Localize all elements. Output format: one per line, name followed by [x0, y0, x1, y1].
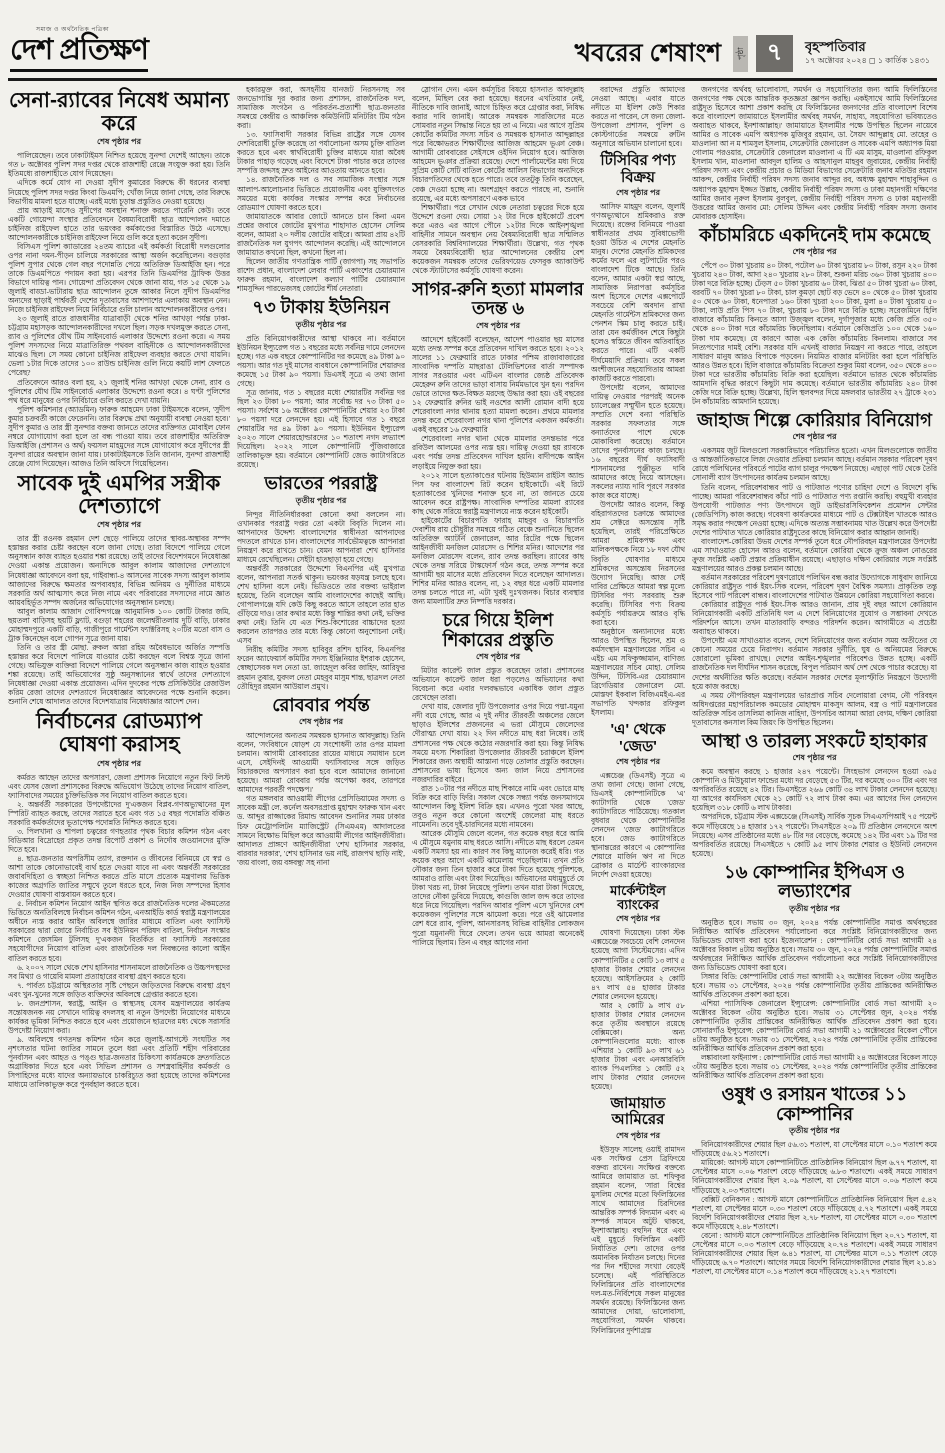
article-paragraph: সূত্র জানায়, গত ১ বছরের মধ্যে শেয়ারটির সর্বনিম্ন দর ছিল ২৩ টাকা ৮০ পয়সা; আর সর্বোচ্চ দর ৭৩ টাকা ৫০ পয়সা। সর্বশেষ ১৬ অক্টোবর কোম্পানিটির শেয়ার ২৩ টাকা ৮০ পয়সা দরে লেনদেন হয়। এই হিসাবে গত ১ বছরে শেয়ারটির দর ৪৯ টাকা ৯০ পয়সা। ইউনিয়ন ইন্স্যুরেন্স ২০২৩ সালে শেয়ারহোল্ডারদের ১০ শতাংশ নগদ লভ্যাংশ দিয়েছিল। ২০২২ সালে কোম্পানিটি পুঁজিবাজারে তালিকাভুক্ত হয়। বর্তমানে কোম্পানিটি জেড ক্যাটাগরিতে রয়েছে।: [237, 387, 405, 470]
article-headline: চরে গিয়ে ইলিশ শিকারের প্রস্তুতি: [442, 610, 554, 650]
article-paragraph: তিনি বলেন, পরিবেশবান্ধব পাট ও পাটজাত পণ্যের চাহিদা দেশে ও বিদেশে বৃদ্ধি পাচ্ছে। আমরা পরিবেশবান্ধব কাঁচা পাট ও পাটজাত পণ্য রপ্তানি করছি। বহুমুখী ব্যবহার উপযোগী পাটজাত পণ্য উৎপাদনে জুট ডাইভারসিফিকেশন প্রমোশন সেন্টার (জেডিপিসি) কাজ করছে। গবেষণা কার্যক্রমের মাধ্যমে পাট ও টেক্সটাইল খাতকে আরও সমৃদ্ধ করার পদক্ষেপ নেওয়া হচ্ছে। এদিকে অত্যন্ত সম্ভাবনাময় খাত উল্লেখ করে উপদেষ্টা দেশের পাটখাত খাতে কোরিয়ার রাষ্ট্রদূতের কাছে বিনিয়োগ করার আহ্বান জানাই।: [692, 482, 937, 537]
article-headline: ভারতের পররাষ্ট্র: [264, 473, 378, 494]
article: [237, 696, 405, 867]
article-paragraph: উপদেষ্টা বলেন, আমাদের দায়িত্ব নেওয়ার পরপরই অনেক চ্যালেঞ্জের সম্মুখীন হতে হয়েছে। সম্প্রতি দেশে বন্যা পরিস্থিতি সরকার সফলতার সঙ্গে বন্যার্তদের পাশে থেকে মোকাবিলা করেছে। বর্তমানে তাদের পুনর্বাসনের কাজ চলছে। ১৬ বছরের দীর্ঘ ফ্যাসিবাদী শাসনামলের পুঞ্জীভূত দাবি আমাদের কাছে নিয়ে আসছেন। সকলের ন্যায্য দাবি পূরণে সরকার কাজ করে যাচ্ছে।: [591, 382, 685, 501]
article-paragraph: ১৩. ফ্যাসিবাদী সরকার বিভিন্ন রাষ্ট্রের সঙ্গে যেসব দেশবিরোধী চুক্তি করেছে তা পর্যালোচনা অসম চুক্তি বাতিল করতে হবে এবং স্বার্থবিরোধী চুক্তির মাধ্যমে যারা অবৈধ টাকার পাহাড় গড়েছে এবং বিদেশে টাকা পাচার করে তাদের সম্পত্তি জব্দসহ দ্রুত আইনের আওতায় আনতে হবে।: [237, 130, 405, 176]
page-number: ৭: [756, 35, 793, 72]
article-paragraph: পেঁপে ৩০ টাকা খুচরায় ৪০ টাকা, পটোল ৬০ টাকা খুচরায় ৮০ টাকা, রসুন ২২০ টাকা খুচরায় ২৪০ টাকা, আদা ২৪০ খুচরায় ২৮০ টাকা, শুকনা মরিচ ৩৬০ টাকা খুচরায় ৪০০ টাকা দরে বিক্রি হচ্ছে। ঢেঁড়স ৫০ টাকা খুচরায় ৬০ টাকা, ঝিঙা ৫০ টাকা খুচরা ৬০ টাকা, বরবটি ৭০ টাকা খুচরা ৮০ টাকা, চাল কুমড়া ছোট বড় ভেদে ৪০ থেকে ৫০ টাকা খুচরায় ৫০ থেকে ৬০ টাকা, ধনেপাতা ১৬০ টাকা খুচরা ২০০ টাকা, মুলা ৪০ টাকা খুচরায় ৫০ টাকা, লাউ প্রতি পিস ৭০ টাকা, খুচরায় ৮০ টাকা দরে বিক্রি হচ্ছে। সরেজমিনে হিলি বাজারে কাঁচামরিচ কিনতে আসা উজ্জ্বল বলেন, দুর্গাপূজার মধ্যে কেজি প্রতি ৩৫০ থেকে ৪০০ টাকা দরে কাঁচামরিচ কিনেছিলাম। বর্তমানে কেজিপ্রতি ১০০ থেকে ১৬০ টাকা দাম কমেছে। যে কারণে আজ এক কেজি কাঁচামরিচ কিনলাম। বাজারে সব নিত্যপণ্যের দামই বেশি। সরকার যদি এখনই বাজার নিয়ন্ত্রণ না করতে পারে, তাহলে সাধারণ মানুষ আরও বিপাকে পড়বেন। নিয়মিত বাজার মনিটরিং করা হলে পরিস্থিতি আরও উন্নত হবে। হিলি বাজারে কাঁচামরিচ বিক্রেতা শুকুর মিয়া বলেন, ৩৫০ থেকে ৪০০ টাকা দরে ভারতীয় কাঁচামরিচ বিক্রি করা হয়েছিল। বর্তমানে ভারত থেকে কাঁচামরিচ আমদানি বৃদ্ধির কারণে কিছুটা দাম কমেছে। বর্তমানে ভারতীয় কাঁচামরিচ ২৪০ টাকা কেজি দরে বিক্রি হচ্ছে। উল্লেখ্য, হিলি স্থলবন্দর দিয়ে মঙ্গলবার ভারতীয় ২৭ ট্রাকে ২৩১ টন কাঁচামরিচ আমদানি হয়েছে।: [692, 261, 937, 406]
article: [591, 153, 685, 717]
newspaper-column: [591, 85, 685, 1447]
newspaper-column: [237, 85, 405, 1447]
article: [8, 473, 230, 706]
article: [237, 298, 405, 469]
article-paragraph: ২০১২ সালে হত্যাকাণ্ডের ঘটনায় হিউম্যান রাইটস অ্যান্ড পিস ফর বাংলাদেশ রিট করেন হাইকোর্টে। এই রিটে হত্যাকাণ্ডের খুনিদের শনাক্ত হবে না, তা জানতে চেয়ে আবেদন করে রাষ্ট্রপক্ষ। সাংবাদিক দম্পতির মামলা র‍্যাবের কাছ থেকে সরিয়ে স্বরাষ্ট্র মন্ত্রণালয়ে ন্যস্ত করেন হাইকোর্ট।: [412, 470, 584, 516]
article-paragraph: আবুল কালাম আজাদ গোবিন্দগঞ্জে আনুমানিক ১০০ কোটি টাকার জমি, ছয়তলা বাড়িসহ ছয়টি ফ্ল্যাট, বগুড়া শহরের জলেশ্বরীতলায় দুটি বাড়ি, ঢাকার মোহাম্মদপুরে একটি বাড়ি, গাজীপুরে গার্মেন্টস ফ্যাক্টরিসহ ২০টির মতো বাস ও ট্রাক কিনেছেন বলে গোপন সূত্রে জানা যায়।: [8, 606, 230, 643]
article-paragraph: প্রতিবেদনে আরও বলা হয়, ২১ জুলাই শনির আখড়া থেকে সেনা, র‍্যাব ও পুলিশের যৌথ টিম সাইনবোর্ড এলাকার উদ্দেশ্যে রওনা করে। ৪ ঘণ্টা পুলিশের পথ ধরে মানুষের ওপর নির্বিচারে গুলি করতে দেখা যায়নি।: [8, 377, 230, 405]
article-paragraph: গত মঙ্গলবার আওয়ামী লীগের প্রেসিডিয়ামের সদস্য ও সাবেক মন্ত্রী লে. কর্নেল অবসরপ্রাপ্ত মুহাম্মদ ফারুক খান এবং ড. আব্দুর রাজ্জাকের রিমান্ড আবেদন শুনানির সময় ঢাকার চিফ মেট্রোপলিটন ম্যাজিস্ট্রেট (সিএমএম) আদালতের সামনে বিক্ষোভ মিছিল করে আওয়ামী লীগের আইনজীবীরা। আদালত প্রাঙ্গণে আইনজীবীরা 'শেখ হাসিনার সরকার, বারবার দরকার', 'শেখ হাসিনার ভয় নাই, রাজপথ ছাড়ি নাই', 'জয় বাংলা, জয় বঙ্গবন্ধু' সহ নানা: [237, 794, 405, 867]
article-headline: আস্থা ও তারল্য সংকটে হাহাকার: [702, 730, 927, 751]
article-paragraph: সিঙ্গার বিডি: কোম্পানিটির বোর্ড সভা আগামী ২২ অক্টোবর বিকেল ৩টায় অনুষ্ঠিত হবে। সভায় ৩১ সেপ্টেম্বর, ২০২৪ পর্যন্ত কোম্পানিটির তৃতীয় প্রান্তিকের অনিরীক্ষিত আর্থিক প্রতিবেদন প্রকাশ করা হবে।: [692, 971, 937, 999]
article-paragraph: ৪. ছাত্র-জনতার অপরিসীম ত্যাগ, রক্তদান ও জীবনের বিনিময়ে যে স্বপ্ন ও আশা তাকে কোনোভাবেই ব্যর্থ হতে দেওয়া যাবে না এবং অন্তর্বর্তী সরকারের জবাবদিহিতা ও স্বচ্ছতা নিশ্চিত করতে প্রতি মাসে প্রত্যেক মন্ত্রণালয় ভিত্তিক কাজের অগ্রগতি জাতির সম্মুখে তুলে ধরতে হবে, নিজ নিজ সম্পদের হিসাব দেওয়ার ঘোষণা বাস্তবায়ন করতে হবে।: [8, 853, 230, 900]
section-title: খবরের শেষাংশ: [574, 39, 721, 67]
continuation-note: তৃতীয় পৃষ্ঠার পর: [295, 495, 347, 505]
article-paragraph: বাংলাদেশ-কোরিয়া উভয় দেশের সম্পর্ক তুলে ধরে নৌপরিবহন মন্ত্রণালয়ের উপদেষ্টা এম সাখাওয়াত হোসেন আরও বলেন, বর্তমানে কোরিয়া থেকে ক্রুজ অঞ্চল নোঙরের ক্রুজ সংশ্লিষ্ট একটি প্রস্তাব প্রক্রিয়াধীন রয়েছে। এছাড়াও দক্ষিণ কোরিয়ার সঙ্গে সংশ্লিষ্ট মন্ত্রণালয়ের আরও প্রকল্প চলমান আছে।: [692, 536, 937, 573]
article: [237, 85, 405, 293]
article-headline: সাগর-রুনি হত্যা মামলার তদন্ত ৬: [412, 278, 584, 319]
newspaper-logo: [10, 24, 148, 72]
continuation-note: শেষ পৃষ্ঠার পর: [792, 247, 837, 257]
article-headline: ওষুধ ও রসায়ন খাতের ১১ কোম্পানির: [721, 1084, 908, 1124]
article-paragraph: বর্তমান সরকারের পরিবেশ দূষণরোধে পলিথিন বন্ধ করার উদ্যোগকে সাধুবাদ জানিয়ে কোরিয়ার রাষ্ট্রদূত পার্ক ইয়ং-সিক বলেন, পরিবেশ দূষণ বৈশ্বিক সমস্যা। প্রাকৃতিক তন্তু হিসেবে পাট পরিবেশ বান্ধব। বাংলাদেশের পাটখাত উন্নয়নে কোরিয়া সহযোগিতা করবে।: [692, 572, 937, 601]
continuation-note: শেষ পৃষ্ঠার পর: [96, 520, 142, 530]
continuation-note: তৃতীয় পৃষ্ঠার পর: [789, 903, 840, 913]
masthead: [0, 0, 945, 76]
article-paragraph: আন্দোলনের অন্যতম সমন্বয়ক হাসনাত আবদুল্লাহ। তিনি বলেন, 'সংবিধানে ষোড়শ যে সংশোধনী তার ওপর মামলা চলমান। আগামী রোববারের রায়ের মাধ্যমে সমাধান চলে এসে, সেইদিনই আওয়ামী ফ্যাসিবাদের সঙ্গে জড়িত বিচারকদের অপসারণ করা হবে বলে আমাদের জানানো হয়েছে। আমরা রোববার পর্যন্ত অপেক্ষা করব, তারপরে আমাদের পরবর্তী পদক্ষেপ।': [237, 731, 405, 795]
article-paragraph: ইউসুফ সালেহ ওয়াই রামাদন এক সংক্ষিপ্ত প্রেস ব্রিফিংয়ে বক্তব্য রাখেন। সংক্ষিপ্ত বক্তব্যে আমিরে জামায়াত ডা. শফিকুর রহমান বলেন, 'সারা বিশ্বের মুসলিম দেশের মতো ফিলিস্তিনের সাথে আমাদের চিরদিনের আন্তরিক সম্পর্ক বিদ্যমান এবং এ সম্পর্ক সামনে অটুট থাকবে, ইনশাআল্লাহ। বহুদিন ধরে এবং এই মুহূর্তে ফিলিস্তিন একটি নির্যাতিত দেশ। তাদের ওপর অমানবিক নির্যাতন চলছে। দিনের পর দিন শহীদের সংখ্যা বেড়েই চলেছে। এই পরিস্থিতিতে ফিলিস্তিনের প্রতি বাংলাদেশের দল-মত-নির্বিশেষে সকল মানুষের সমর্থন রয়েছে। ফিলিস্তিনের জন্য আমাদের দোয়া, ভালোবাসা, সহযোগিতা, সমর্থন থাকবে। ফিলিস্তিনের দুর্দশাগ্রস্ত: [591, 1144, 685, 1335]
article: [692, 732, 937, 858]
article-headline: 'এ' থেকে 'জেড': [610, 721, 666, 755]
article-paragraph: ৮. জনপ্রশাসন, স্বরাষ্ট্র, আইন ও স্বাস্থ্যসহ যেসব মন্ত্রণালয়ের কার্যক্রম সন্তোষজনক নয় সেখানে দায়িত্ব বদলসহ বা নতুন উপদেষ্টা নিয়োগের মাধ্যমে কার্যকর ভূমিকা নিশ্চিত করতে হবে এবং প্রয়োজনে ছাত্রদের মধ্য থেকে সরাসরি উপদেষ্টা নিয়োগ করা।: [8, 998, 230, 1035]
article-headline: ১৬ কোম্পানির ইপিএস ও লভ্যাংশের: [724, 861, 905, 902]
article-paragraph: এশিয়া প্যাসিফিক জেনারেল ইন্স্যুরেন্স: কোম্পানিটির বোর্ড সভা আগামী ২০ অক্টোবর বিকেল ৩টায় অনুষ্ঠিত হবে। সভায় ৩১ সেপ্টেম্বর জুন, ২০২৪ পর্যন্ত কোম্পানিটির তৃতীয় প্রান্তিকের অনিরীক্ষিত আর্থিক প্রতিবেদন প্রকাশ করা হবে। সোনারগাঁও ইন্স্যুরেন্স: কোম্পানিটির বোর্ড সভা আগামী ২১ অক্টোবরের বিকেল পৌনে ৪টায় অনুষ্ঠিত হবে। সভায় ৩১ সেপ্টেম্বর, ২০২৪ পর্যন্ত কোম্পানিটির তৃতীয় প্রান্তিকের অনিরীক্ষিত আর্থিক প্রতিবেদন প্রকাশ করা হবে।: [692, 998, 937, 1054]
article-paragraph: ৫. নির্বাচন কমিশন নিয়োগ আইন স্থগিত করে রাজনৈতিক দলের ঐকমত্যের ভিত্তিতে অনতিবিলম্বে নির্বাচন কমিশন গঠন, এনআইডি কার্ড স্বরাষ্ট্র মন্ত্রণালয়ের অধীনে ন্যস্ত করার আইন অবিলম্বে জারির মাধ্যমে বাতিল এবং ফ্যাসিস্ট সরকারের দ্বারা জোরে নির্বাচিত সব ইউনিয়ন পরিষদ বাতিল, নির্বাচন সংস্কার কমিশনে জেসমিন টুলিসহ দু'একজন বিতর্কিত বা ফ্যাসিস্ট সরকারের সহযোগীদের নিয়োগ বাতিল এবং রাজনৈতিক দল নিবন্ধনের কালো আইন বাতিল করতে হবে।: [8, 899, 230, 963]
article: [692, 411, 937, 727]
article-paragraph: মিটার কারেন্ট জাল প্রস্তুত করেছেন তারা। প্রশাসনের অভিযানে কারেন্ট জাল ধরা পড়লেও অভিযানের কথা বিবেচনা করে এবার দলবদ্ধভাবে একাধিক জাল প্রস্তুত রেখেছেন তারা।: [412, 666, 584, 703]
article-paragraph: আর ২ কোটি ৯ লাখ ৫৮ হাজার টাকার শেয়ার লেনদেন করে তৃতীয় অবস্থানে রয়েছে বেক্সিমকো। অন্য কোম্পানিগুলোর মধ্যে: ব্যাংক এশিয়ার ১ কোটি ৯৩ লাখ ৬১ হাজার টাকা এবং এনআরবিসি ব্যাংক পিএলসির ১ কোটি ৫২ লাখ টাকার শেয়ার লেনদেন হয়েছে।: [591, 1000, 685, 1092]
article-paragraph: ২. অন্তর্বর্তী সরকারের উপদেষ্টাদের দু'একজন বিপ্লব-গণঅভ্যুত্থানের মূল স্পিরিট ব্যাহত করছে, তাদের সরাতে হবে এবং গত ১৫ বছর পদোন্নতি বঞ্চিত সরকারি কর্মকর্তাদের ভূতাপেক্ষ পদোন্নতি নিশ্চিত করতে হবে।: [8, 799, 230, 827]
continuation-note: শেষ পৃষ্ঠার পর: [792, 432, 837, 442]
article-paragraph: স্লোগান দেন। এমন কর্মসূচির বিষয়ে হাসনাত আবদুল্লাহ বলেন, মিছিল বের করা হয়েছে। ধরনের এখতিয়ার নেই, নীতিকে দাবি জানাই, আগে চিহ্নিত করে গ্রেপ্তার করা, নিষিদ্ধ করার দাবি জানাই। আরেক সমন্বয়ক সারজিসের মতে সোমবার নতুন সিদ্ধান্ত নিতে হয় তা এ নিয়ে। এর আগে সুপ্রিম কোর্টের কমিটির সদস্য সচিব ও সমন্বয়ক হাসনাত আব্দুল্লাহর পরে বিক্ষোভরত শিক্ষার্থীদের আজিজ আহমেদ ভূঞা বেঞ্চ। আগামী রোববারের সেইসঙ্গে ওইদিন নিয়োগ হবে। আজিজ আহমেদ ভূঞার প্রক্রিয়া রয়েছে। দেশে পার্লামেন্টের মধ্য দিয়ে সুপ্রিম কোর্ট সেটি বাতিল কোর্টের আলিস বিভাগের অন্যদিকে বিচারপতিদের থেকে হতে পারে। তবে ততটুকু তিনি করেছেন, বেঞ্চ দেওয়া হচ্ছে না। অংশগ্রহণ করতে পারছে না, শুনানি রয়েছে, এর মধ্যে অপসারণে একক ভাবে: [412, 85, 584, 203]
continuation-note: শেষ পৃষ্ঠার পর: [615, 914, 661, 924]
continuation-note: তৃতীয় পৃষ্ঠার পর: [295, 319, 347, 329]
continuation-note: শেষ পৃষ্ঠার পর: [475, 652, 521, 662]
page-word-box: পৃষ্ঠা: [733, 36, 748, 72]
continuation-note: শেষ পৃষ্ঠার পর: [792, 753, 837, 763]
article-paragraph: মায়িকো: আগস্ট মাসে কোম্পানিটিতে প্রাতিষ্ঠানিক বিনিয়োগ ছিল ৬.৭৭ শতাংশ, যা সেপ্টেম্বর মাসে ০.০৬ শতাংশ বেড়ে দাঁড়িয়েছে ৬.৮৩ শতাংশে। একই সময়ে সাধারণ বিনিয়োগকারীদের শেয়ার ছিল ২.০৯ শতাংশ, যা সেপ্টেম্বর মাসে ০.০৬ শতাংশ কমে দাঁড়িয়েছে ২.০৩ শতাংশে।: [692, 1158, 937, 1195]
article-paragraph: শিক্ষার্থীরা। পরে সেখান থেকে নেতারা চত্বরের দিকে হয়ে উদ্দেশে রওনা দেয়। সোয়া ১২ টার দিকে হাইকোর্টে প্রবেশ করে এরও এর আগে পৌনে ১২টার দিকে আইনশৃঙ্খলা বাহিনীর সামনে অবস্থান নেয় বৈষম্যবিরোধী ছাত্র সম্মিলিত বেসরকারি বিশ্ববিদ্যালয়ের শিক্ষার্থীরা। উল্লেখ্য, গত পৃথক সময়ে বৈষম্যবিরোধী ছাত্র আন্দোলনের কেন্দ্রীয় বেশ কয়েকজন সমন্বয়ক তাদের ভেরিফায়েড ফেসবুক অ্যাকাউন্ট থেকে স্ট্যাটাসের কর্মসূচি ঘোষণা করেন।: [412, 202, 584, 275]
article-headline: নির্বাচনের রোডম্যাপ ঘোষণা করাসহ: [36, 710, 202, 756]
article-headline: জাহাজ শিল্পে কোরিয়ার বিনিয়োগ: [697, 409, 932, 430]
article-paragraph: আরেক মৌসুমি জেলে বলেন, গত কয়েক বছর ধরে আমি এ মৌসুমে যমুনায় মাছ ধরতে আসি। নদীতে মাছ ধরলে তেমন একটি সমস্যা হয় না। কারণ সব কিছু ম্যানেজ করেই ধরি। গত কয়েক বছর আগে একটি ঝামেলায় পড়েছিলাম। তখন প্রতি নৌকার জন্য তিন হাজার করে টাকা দিতে হয়েছে পুলিশকে, আমরাও রাজি এবং টাকা দিয়েছিও। অভিযানের মধ্যমুহূর্তে যে টাকা খরচ না, টাকা নিয়েছে পুলিশ। তখন যারা টাকা দিয়েছে, তাদের নৌকা ডুবিয়ে দিয়েছে, কাগুজি জাল জব্দ করে তাদের ধরে নিয়ে গিয়েছিল। পরদিন আবার পুলিশ এসে খুনিদের বেশ কয়েকজন পুলিশের সঙ্গে ঝামেলা করে। পরে ওই ঝামেলার রেশ ধরে র‍্যাব, পুলিশ, আনসারসহ বিভিন্ন বাহিনীর লোকজন পুরো যমুনানদী ঘিরে ফেলে। তখন ভয়ে আমরা অনেকেই পালিয়ে ছিলাম। তিন এ বছর আগের নানা: [412, 828, 584, 947]
logo-title: দেশ প্রতিক্ষণ: [10, 36, 148, 72]
date-block: [801, 39, 935, 68]
continuation-note: শেষ পৃষ্ঠার পর: [475, 320, 521, 330]
newspaper-column: [692, 85, 937, 1447]
article: [692, 226, 937, 406]
article-headline: রোববার পর্যন্ত: [272, 694, 370, 715]
article-paragraph: অপরদিকে, চট্টগ্রাম স্টক এক্সচেঞ্জে (সিএসই) সার্বিক সূচক সিএএসপিআই ৭৫ পয়েন্ট কমে দাঁড়িয়েছে ১৪ হাজার ১৭২ পয়েন্টে। সিএসইতে ২০৯ টি প্রতিষ্ঠান লেনদেনে অংশ নিয়েছে। এসব প্রতিষ্ঠানের মধ্যে ৪৮ টির দর বেড়েছে, কমেছে ১৪২ টির এবং ১৯ টির দর অপরিবর্তিত রয়েছে। সিএসইতে ৭ কোটি ৯৫ লাখ টাকার শেয়ার ও ইউনিট লেনদেন হয়েছে।: [692, 812, 937, 858]
article-headline: জামায়াত আমিরের: [610, 1095, 666, 1129]
article-paragraph: বেক্সিট বেনিকসন : আগস্ট মাসে কোম্পানিটিতে প্রাতিষ্ঠানিক বিনিয়োগ ছিল ৫.৪২ শতাংশ, যা সেপ্টেম্বর মাসে ০.৩০ শতাংশ বেড়ে দাঁড়িয়েছে ৫.৭২ শতাংশে। একই সময়ে বিদেশি বিনিয়োগকারীদের শেয়ার ছিল ২.৭৮ শতাংশ, যা সেপ্টেম্বর মাসে ০.৩০ শতাংশ কমে দাঁড়িয়েছে ২.৪৮ শতাংশে।: [692, 1194, 937, 1231]
article-headline: ৭৩ টাকায় ইউনিয়ন: [252, 297, 390, 318]
article-paragraph: এদিকে কর্মে যোগ না দেওয়া সুদীপ কুমারের বিরুদ্ধে কী ধরনের ব্যবস্থা নিয়েছে পুলিশ সদর দপ্তর কিংবা ডিএমপি; খোঁজ নিয়ে জানা গেছে, তার বিরুদ্ধে বিভাগীয় মামলা হতে যাচ্ছে। এরই মধ্যে চূড়ান্ত প্রস্তুতিও নেওয়া হয়েছে।: [8, 178, 230, 206]
article-paragraph: উপদেষ্টা আরও বলেন, কিন্তু বহিরাগতদের চক্রান্তে আমাদের শ্রম সেক্টরে অসন্তোষ সৃষ্টি হয়েছিল, তারই পরিপ্রেক্ষিতে আমরা শ্রমিকপক্ষ এবং মালিকপক্ষকে নিয়ে ১৮ দফা যৌথ বিবৃতি ঘোষণার মাধ্যমে শ্রমিকদের অসন্তোষ নিরসনের উদ্যোগ নিয়েছি। আজ সেই দাবির প্রেক্ষিতে আমরা স্বল্প মূল্যে টিসিবির পণ্য সরবরাহ শুরু করেছি। টিসিবির পণ্য বিক্রয় কর্মসূচি পর্যায়ক্রমে আরও বৃদ্ধি করা হবে।: [591, 500, 685, 627]
article-paragraph: তার স্ত্রী রওনক রহমান দেশ ছেড়ে পালিয়ে তাদের স্থাবর-অস্থাবর সম্পদ হস্তান্তর করার চেষ্টা করছেন বলে জানা গেছে। তারা বিদেশে পালিয়ে গেলে অনুসন্ধান কাজ ব্যাহত হওয়ার শঙ্কা রয়েছে। তাই তাদের বিদেশগমনে নিষেধাজ্ঞা দেওয়া একান্ত প্রয়োজন। অন্যদিকে আবুল কালাম আজাদের দেশত্যাগে নিষেধাজ্ঞা আবেদনে বলা হয়, গাইবান্ধা-৪ আসনের সাবেক সদস্য আবুল কালাম আজাদের বিরুদ্ধে ক্ষমতার অপব্যবহার, বিভিন্ন অনিয়ম ও দুর্নীতির মাধ্যমে সরকারি অর্থ আত্মসাৎ করে নিজ নামে এবং পরিবারের সদস্যদের নামে জ্ঞাত আয়বহির্ভূত সম্পদ অর্জনের অভিযোগের অনুসন্ধান চলছে।: [8, 534, 230, 607]
article-paragraph: আসিফ মাহমুদ বলেন, জুলাই গণঅভ্যুত্থানে শ্রমিকরাও রক্ত দিয়েছে। রক্তের বিনিময়ে পাওয়া স্বাধীনতার প্রথম সুবিধাভোগী হওয়া উচিত এ দেশের মেহনতি মানুষ। দেশের মেহনতি শ্রমিকদের কর্মের ফলে এর লুটপাটের পরও বাংলাদেশ টিকে আছে। তিনি বলেন, আমার একটা স্বপ্ন আছে, সামাজিক নিরাপত্তা কর্মসূচির অংশ হিসেবে দেশের এক্সপোর্টে সবচেয়ে বেশি অবদান রাখা মেহনতি গার্মেন্টস শ্রমিকদের জন্য পেনশন স্কিম চালু করতে চাই। তারা যেন কর্মজীবন শেষে কিছুটা হলেও স্বস্তিতে জীবন অতিবাহিত করতে পারে। এটি একটি দীর্ঘমেয়াদি প্রক্রিয়া। তবে সকল অংশীজনের সহযোগিতায় আমরা কাজটি করতে পারবো।: [591, 201, 685, 383]
article-paragraph: প্রায় আড়াই মাসেও সুদীপের অবস্থান শনাক্ত করতে পারেনি কেউ। তবে একটি গোয়েন্দা সংস্থার প্রতিবেদনে বৈষম্যবিরোধী ছাত্র আন্দোলন দমাতে চাইনিজ রাইফেল হাতে তার ভয়ংকর কর্মকাণ্ডের বিস্তারিত উঠে এসেছে। আন্দোলনকারীকে চাইনিজ রাইফেল নিয়ে গুলি করে হত্যা করেন সুদীপ।: [8, 205, 230, 242]
article-paragraph: ২৩ জুলাই রাতে রাজধানীর যাত্রাবাড়ী থেকে শনির আখড়া পর্যন্ত ঢাকা-চট্টগ্রাম মহাসড়ক আন্দোলনকারীদের দখলে ছিল। সড়ক দখলমুক্ত করতে সেনা, র‍্যাব ও পুলিশের যৌথ টিম সাইনবোর্ড এলাকার উদ্দেশ্যে রওনা করে। এ সময় পুলিশ সদস্যদের নিয়ে মাত্রাতিরিক্ত পথবল বাহিনীকে ও আন্দোলনকারীদের মাঝেও ছিল। সে সময় কোনো চাইনিজ রাইফেল ব্যবহার করতে দেখা যায়নি। ভেলা ১টার দিকে তাদের ১০০ রাউন্ড চাইনিজ গুলি নিয়ে কয়টি লাশ ফেলতে পেরেছ?: [8, 314, 230, 378]
article: [412, 611, 584, 946]
masthead-right: [575, 35, 935, 72]
continuation-note: শেষ পৃষ্ঠার পর: [615, 756, 661, 766]
article: [8, 711, 230, 1089]
article-paragraph: বরাদ্দের প্রস্তুতি আমাদের নেওয়া আছে। এবার যাতে নদীতে মা ইলিশ কেউ শিকার করতে না পারেন, সে জন্য জেলা-উপজেলা প্রশাসন, পুলিশ ও কোস্টগার্ডের সমন্বয়ে রুটিন অনুসারে অভিযান চালানো হবে।: [591, 85, 685, 149]
newspaper-column: [412, 85, 584, 1447]
article: [692, 1085, 937, 1276]
article-paragraph: ৭. পার্বত্য চট্টগ্রামে অস্থিরতার সৃষ্টি পেছনে জড়িতদের বিরুদ্ধে ব্যবস্থা গ্রহণ এবং খুন-খুনের সঙ্গে জড়িত ব্যক্তিদের অবিলম্বে গ্রেপ্তার করতে হবে।: [8, 980, 230, 999]
article-headline: টিসিবির পণ্য বিক্রয়: [600, 152, 676, 186]
article-paragraph: ৬. ২০০৭ সালে থেকে শেখ হাসিনার শাসনামলে রাজনৈতিক ও উচ্চপদস্থদের সব মিথ্যা ও গায়েবি মামলা প্রত্যাহারের ব্যবস্থা গ্রহণ করতে হবে।: [8, 962, 230, 981]
continuation-note: শেষ পৃষ্ঠার পর: [96, 137, 142, 147]
article-headline: সেনা-র‍্যাবের নিষেধ অমান্য করে: [9, 89, 229, 135]
article-paragraph: একসময় জুট মিলগুলো সরকারিভাবে পরিচালিত হতো। এখন মিলগুলোকে জাতীয় ও আন্তর্জাতিকভাবে লিজ দেওয়ার প্রক্রিয়া চলমান আছে। বর্তমান সরকার পরিবেশ দূষণ রোধে পলিথিনের পরিবর্তে পাটের ব্যাগ চালুর পদক্ষেপ নিয়েছে। এছাড়া পাট থেকে তৈরি সোনালী ব্যাগ উৎপাদনের কার্যক্রম চলমান আছে।: [692, 446, 937, 483]
article-paragraph: হাইকোর্টের বিচারপতি ফারাহ মাহবুব ও বিচারপতি দেবাশীষ রায় চৌধুরীর সমন্বয়ে গঠিত বেঞ্চে শুনানিতে ছিলেন অতিরিক্ত অ্যাটর্নি জেনারেল, আর রিটের পক্ষে ছিলেন আইনজীবী মনজিল মোরসেদ ও শিশির মনির। আদেশের পর মনজিল মোরসেদ বলেন, র‍্যাব তদন্ত করছিল। র‍্যাবের কাছ থেকে তদন্ত সরিয়ে টাস্কফোর্স গঠন করে, তদন্ত সম্পন্ন করে আগামী ছয় মাসের মধ্যে প্রতিবেদন দিতে বলেছেন আদালত। শিশির মনির আরও বলেন, না, ১২ বছর ধরে একটি মামলার তদন্ত চলতে পারে না, এটা খুবই দুঃখজনক। বিচার ব্যবস্থার জন্য মামলাটির দ্রুত নিষ্পত্তি দরকার।: [412, 515, 584, 607]
article-paragraph: এক্সচেঞ্জ (ডিএসই) সূত্রে এ তথ্য জানা গেছে। জানা গেছে, ডিএসই কোম্পানিটিকে 'এ' ক্যাটাগরি থেকে 'জেড' ক্যাটাগরিতে পাঠিয়েছে। গতকাল বুধবার থেকে কোম্পানিটির লেনদেন 'জেড' ক্যাটাগরিতে হবে। জেড ক্যাটাগরিতে স্থানান্তরের কারণে এ কোম্পানির শেয়ারে মার্জিন ঋণ না দিতে ব্রোকার ও মার্চেন্ট ব্যাংকারদের নির্দেশ দেওয়া হয়েছে।: [591, 770, 685, 880]
article-paragraph: শেরেবাংলা নগর থানা থেকে মামলার তদন্তভার পরে রবিউল আলমের ওপর ন্যস্ত হয়। দায়িত্ব দেওয়া হয় র‍্যাবকে এবং পর্যন্ত তদন্ত প্রতিবেদন দাখিল হয়নি। বাদীপক্ষে আইন লড়াইয়ে নিযুক্ত করা হয়।: [412, 434, 584, 471]
article-paragraph: অন্তর্বর্তী সরকারের উদ্দেশ্যে বিএনপির এই মুখপাত্র বলেন, আপনারা সতর্ক থাকুন। ভয়ংকর ষড়যন্ত্র চলছে হবে। শেখ হাসিনা বসে নেই। ভিডিওতে তার বক্তব্য ভাইরাল হয়েছে, তিনি বলেছেন আমি বাংলাদেশের কাছেই আছি। গোপালগঞ্জে যদি কেউ কিছু করতে আসে তাহলে তার হাত গুঁড়িয়ে দাও। তার কথার মধ্যে কিন্তু শান্তির কথা নেই, ভক্তির কথা নেই। তিনি যে এত শিশু-কিশোরের বাচ্চাদের হত্যা করলেন তারপরও তার মধ্যে কিন্তু কোনো অনুশোচনা নেই। এসব: [237, 563, 405, 646]
article-headline: কাঁচামরিচে একদিনেই দাম কমেছে: [699, 224, 930, 245]
article: [412, 280, 584, 606]
article-paragraph: এ সময় নৌপরিবহন মন্ত্রণালয়ের ভারপ্রাপ্ত সচিব দেলোয়ারা বেগম, নৌ পরিবহন অধিদপ্তরের মহাপরিচালক কমডোর মোহাম্মদ মাকসুদ আলম, বস্ত্র ও পাট মন্ত্রণালয়ের অতিরিক্ত সচিব তাসলিমা কানিজ নাহিদা, উপসচিব আসমা আরা বেগম, দক্ষিণ কোরিয়া দূতাবাসের কনসাল কিম জিয়ং কি উপস্থিত ছিলেন।: [692, 690, 937, 727]
article-paragraph: পুলিশ কমিশনার (অ্যাডমিন) ফারুক আহমেদ ঢাকা টাইমসকে বলেন, 'সুদীপ কুমার চক্রবর্তী কাজে ফেরেননি। তার বিরুদ্ধে প্রথা অনুযায়ী ব্যবস্থা নেওয়া হবে।' সুদীপ কুমার ও তার স্ত্রী সুনন্দার বক্তব্য জানতে তাদের ব্যক্তিগত মোবাইল ফোন নম্বরে যোগাযোগ করা হলে তা বন্ধ পাওয়া যায়। তবে রাজশাহীর অতিরিক্ত ডিআইজি (প্রশাসন ও অর্থ) ফয়সল মাহমুদের সঙ্গে যোগাযোগ করে সুদীপের স্ত্রী সুনন্দা রায়ের অবস্থান জানা যায়। ঢাকাটাইমসকে তিনি জানান, সুনন্দা রাজশাহী রেঞ্জে যোগ দিয়েছেন। আজও তিনি অফিসে গিয়েছিলেন।: [8, 404, 230, 468]
article-paragraph: জনগণের অর্থবহ ভালোবাসা, সমর্থন ও সহযোগিতার জন্য আমি ফিলিস্তিনের জনগণের পক্ষ থেকে আন্তরিক কৃতজ্ঞতা জ্ঞাপন করছি। একইসাথে আমি ফিলিস্তিনের রাষ্ট্রদূত হিসেবে আশা প্রকাশ করছি যে ফিলিস্তিনের জনগণের প্রতি বাংলাদেশ বিশেষ করে বাংলাদেশ জামায়াতে ইসলামীর অর্থবহ সমর্থন, সাহায্য, সহযোগিতা ভবিষ্যতেও অব্যাহত থাকবে, ইনশাআল্লাহ।' জামায়াতে ইসলামীর পক্ষে উপস্থিত ছিলেন নায়েবে আমির ও সাবেক এমপি অধ্যাপক মুজিবুর রহমান, ডা. সৈয়দ আব্দুল্লাহ মো. তাহের ও মাওলানা আ ন ম শামসুল ইসলাম, সেক্রেটারি জেনারেল ও সাবেক এমপি অধ্যাপক মিয়া গোলাম পরওয়ার, সেক্রেটারি জেনারেল মাওলানা এ টি এম মাসুম, মাওলানা রফিকুল ইসলাম খান, মাওলানা আবদুল হালিম ও আহসানুল মাহবুব জুবায়ের, কেন্দ্রীয় নির্বাহী পরিষদ সদস্য এবং কেন্দ্রীয় প্রচার ও মিডিয়া বিভাগের সেক্রেটারি জনাব মতিউর রহমান আকন্দ, কেন্দ্রীয় নির্বাহী পরিষদ সদস্য জনাব আব্দুর রব, অধ্যক্ষ মুহাম্মদ শাহাবুদ্দিন ও অধ্যাপক মুহাম্মদ ইজ্জত উল্লাহ, কেন্দ্রীয় নির্বাহী পরিষদ সদস্য ও ঢাকা মহানগরী দক্ষিণের আমির জনাব নূরুল ইসলাম বুলবুল, কেন্দ্রীয় নির্বাহী পরিষদ সদস্য ও ঢাকা মহানগরী উত্তরের আমির জনাব মো: সেলিম উদ্দিন এবং কেন্দ্রীয় নির্বাহী পরিষদ সদস্য জনাব মোবারক হোসাইন।: [692, 85, 937, 221]
article: [692, 85, 937, 221]
date-line: ১৭ অক্টোবর ২০২৪ ◻ ১ কার্তিক ১৪৩১: [805, 55, 931, 65]
continuation-note: শেষ পৃষ্ঠার পর: [615, 187, 661, 197]
article-paragraph: বিসিএস পুলিশ ক্যাডারের ২৪তম ব্যাচের এই কর্মকর্তা বিরোধী দলগুলোর ওপর নানা দমন-পীড়ন চালিয়ে সরকারের আস্থা অর্জন করেছিলেন। বগুড়ার পুলিশ সুপার থেকে গেল বছর পদোন্নতি পেয়ে অতিরিক্ত ডিআইজি হন। পরে তাকে ডিএমপিতে পদায়ন করা হয়। এরপর তিনি ডিএমপির ট্রাফিক উত্তর বিভাগে দায়িত্ব পান। গোয়েন্দা প্রতিবেদন থেকে জানা যায়, গত ১৫ থেকে ১৯ জুলাই বাড্ডা-ভাটারায় ছাত্র আন্দোলন তুঙ্গে আকার নিলে সুদীপ ডিএমপির অন্যদের ছাড়াই পার্শ্ববর্তী দেশের দূতাবাসের আশপাশের এলাকায় অবস্থান নেন। নিজে চাইনিজ রাইফেল নিয়ে নির্বিচারে গুলি চালান আন্দোলনকারীদের ওপর।: [8, 241, 230, 315]
article-paragraph: নিন্দুর নীতিনির্ধারকরা কোনো কথা বললেন না। ওখানকার পররাষ্ট্র দপ্তর তো একটা বিবৃতি দিলেন না। আপনাদের উদ্দেশ্য বাংলাদেশের স্বাধীনতা আপনাদের পদতলে রাখতে চান। বাংলাদেশের সার্বভৌমত্বকে আপনারা নিয়ন্ত্রণ করে রাখতে চান। যেমন আপনারা শেখ হাসিনার মাধ্যমে রেখেছিলেন। সেইটা হাতছাড়া হয়ে গেছে।: [237, 509, 405, 564]
article-paragraph: দেখা যায়, জেলার দুটি উপজেলার ওপর দিয়ে পদ্মা-যমুনা নদী বয়ে গেছে, আর এ দুই নদীর তীরবর্তী অঞ্চলের জেলে ছাড়াও ইলিশের প্রজননের এ ভরা মৌসুমে জেলেদের দৌরাত্ম্য দেখা যায়। ২২ দিন নদীতে মাছ ধরা নিষেধ। তাই প্রশাসনের পক্ষ থেকে কঠোর নজরদারি করা হয়। কিন্তু নিষিদ্ধ সময়ে মৎস্য শিকারিরা উপজেলার তীরবর্তী চরাঞ্চলে ইলিশ শিকারের জন্য অস্থায়ী আস্তানা গড়ে তোলার প্রস্তুতি করছেন। প্রশাসনের ভাষ্য হিসেবে অন্য জাল নিয়ে প্রশাসনের নজরদারির বাইরে।: [412, 702, 584, 784]
article: [412, 85, 584, 275]
article-headline: মার্কেন্টাইল ব্যাংকের: [610, 883, 666, 913]
article: [591, 1096, 685, 1334]
article-paragraph: পালিয়েছেন। তবে ঢাকাটাইমস নিশ্চিত হয়েছে সুনন্দা দেশেই আছেন। তাকে গত ৮ অক্টোবর পুলিশ সদর দপ্তর থেকে রাজশাহী রেঞ্জে সংযুক্ত করা হয়। তিনি ইতিমধ্যে রাজশাহীতে যোগ দিয়েছেন।: [8, 151, 230, 179]
article-paragraph: প্রতি বিনিয়োগকারীদের আস্থা থাকবে না। বর্তমানে ইউনিয়ন ইন্স্যুরেন্স গত ১ বছরের মধ্যে সর্বনিম্ন দামে লেনদেন হচ্ছে। গত এক বছরে কোম্পানিটির দর কমেছে ৪৯ টাকা ৯০ পয়সা। আর গত দুই মাসের ব্যবধানে কোম্পানিটির শেয়ারদর কমেছে ১৫ টাকা ৯০ পয়সা। ডিএসই সূত্রে এ তথ্য জানা গেছে।: [237, 333, 405, 388]
article: [692, 863, 937, 1081]
article-paragraph: অনুষ্ঠানে অন্যান্যদের মধ্যে আরও উপস্থিত ছিলেন, শ্রম ও কর্মসংস্থান মন্ত্রণালয়ের সচিব এ এইচ এম সফিকুজ্জামান, বাণিজ্য মন্ত্রণালয়ের সচিব মোহা. সেলিম উদ্দিন, টিসিবি-এর চেয়ারম্যান ব্রিগেডিয়ার জেনারেল মো. মোস্তফা ইকবাল বিজিএমইএ-এর সভাপতি খন্দকার রফিকুল ইসলাম।: [591, 626, 685, 718]
article: [237, 474, 405, 690]
article-headline: সাবেক দুই এমপির সস্ত্রীক দেশত্যাগে: [17, 471, 221, 518]
article: [591, 85, 685, 148]
continuation-note: শেষ পৃষ্ঠার পর: [615, 1130, 661, 1140]
article-paragraph: রাত ১০টার পর নদীতে মাছ শিকারে নামি এবং ভোরে মাছ বিক্রি করে বাড়ি ফিরি। সকাল থেকে সন্ধ্যা পর্যন্ত জনসমাগমে আন্দোলন কিছু ইলিশ বিক্রি হয়। এখনও পুরো খবর আছে, তবুও নতুন করে কোনো অংশেই জেলেরা মাছ ধরতে নামেননি। তবে দুই-চারদিনের মধ্যে নামবেন।: [412, 783, 584, 829]
logo-tagline: সমাজ ও অর্থনৈতিক পত্রিকা: [36, 27, 110, 33]
article-paragraph: কমে অবস্থান করছে ১ হাজার ২৪৭ পয়েন্টে। সিংহভাগ লেনদেন হওয়া ৩৯৫ কোম্পানি ও মিউচুয়াল ফান্ডের মধ্যে দর বেড়েছে ৫৩ টির, দর কমেছে ৩০০ টির এবং দর অপরিবর্তিত রয়েছে ৪২ টির। ডিএসইতে ২৬৬ কোটি ৩৪ লাখ টাকার লেনদেন হয়েছে। যা আগের কার্যদিবস থেকে ২১ কোটি ৭২ লাখ টাকা কম। এর আগের দিন লেনদেন হয়েছিল ৩১৮ কোটি ৬ লাখ টাকার।: [692, 767, 937, 813]
article-paragraph: ছিলেন জাতীয় গণতান্ত্রিক পার্টি (জাগপা) সহ সভাপতি রাশেদ প্রধান, বাংলাদেশ লেবার পার্টি একাংশের চেয়ারম্যান ফারুক রহমান, বাংলাদেশ কল্যাণ পার্টির চেয়ারম্যান শামসুদ্দিন পারভেজসহ জোটের শীর্ষ নেতারা।: [237, 256, 405, 294]
article: [8, 90, 230, 468]
article: [591, 884, 685, 1091]
columns: [0, 81, 945, 1453]
article-paragraph: বিনিয়োগকারীদের শেয়ার ছিল ৫৬.৩১ শতাংশ, যা সেপ্টেম্বর মাসে ০.১০ শতাংশ কমে দাঁড়িয়েছে ৫৬.২১ শতাংশে।: [692, 1140, 937, 1159]
article-paragraph: কোরিয়ার রাষ্ট্রদূত পার্ক ইয়ং-সিক আরও জানান, প্রায় দুই বছর আগে কোরিয়ান বিনিয়োগকারী একটি প্রতিনিধি দল এ দেশে বিনিয়োগের সুযোগ ও সম্ভাবনা দেখতে পরিদর্শনে আসে। তখন মাতারবাড়ি বন্দরও পরিদর্শন করেন। আগামীতে এ প্রচেষ্টা অব্যাহত থাকবে।: [692, 600, 937, 637]
article-paragraph: হকারমুক্ত করা, অসহনীয় যানজট নিরসনসহ সব জনভোগান্তি দূর করার জন্য প্রশাসন, রাজনৈতিক দল, সামাজিক সংগঠন ও পরিবর্তন-প্রত্যাশী ছাত্র-জনতার সমন্বয়ে কেন্দ্রীয় ও আঞ্চলিক কমিউনিটি মনিটরিং টিম গঠন করা।: [237, 85, 405, 131]
continuation-note: শেষ পৃষ্ঠার পর: [298, 717, 344, 727]
weekday: বৃহস্পতিবার: [805, 39, 866, 55]
newspaper-column: [8, 85, 230, 1447]
article-paragraph: তিনি ও তার স্ত্রী মোছা. রুকল আরা রহিম অবৈধভাবে অর্জিত সম্পত্তি হস্তান্তর করে বিদেশে পালিয়ে যাওয়ার চেষ্টা করছেন বলে বিশ্বস্ত সূত্রে জানা গেছে। অভিযুক্ত ব্যক্তিরা বিদেশে পালিয়ে গেলে অনুসন্ধান কাজ ব্যাহত হওয়ার শঙ্কা রয়েছে। তাই অভিযোগের সুষ্ঠু অনুসন্ধানের স্বার্থে তাদের দেশত্যাগে নিষেধাজ্ঞা দেওয়া একান্ত প্রয়োজন। এদিন দুদকের পক্ষে প্রসিকিউটর রেজাউল করিম রেজা তাদের দেশত্যাগে নিষেধাজ্ঞার আবেদনের পক্ষে শুনানি করেন। শুনানি শেষে আদালত তাদের বিদেশযাত্রায় নিষেধাজ্ঞার আদেশ দেন।: [8, 642, 230, 707]
article: [591, 722, 685, 879]
article-paragraph: উপদেষ্টা এম সাখাওয়াত বলেন, দেশে বিনিয়োগের জন্য বর্তমান সময় অতীতের যে কোনো সময়ের চেয়ে নিরাপদ। বর্তমান সরকার দুর্নীতি, ঘুষ ও অনিয়মের বিরুদ্ধে জোরালো ভূমিকা রাখছে। দেশের আইন-শৃঙ্খলার পরিবেশও উন্নত হচ্ছে। একটি রাজনৈতিক দল দীর্ঘদিন শাসন করেছে, বিপুল পরিমাণ অর্থ দেশ থেকে পাচার করেছে। যা দেশের অর্থনীতির ক্ষতি করেছে। বর্তমান সরকার দেশের মূল্যস্ফীতি নিয়ন্ত্রণে উদ্যোগী হয়ে কাজ করছে।: [692, 636, 937, 691]
article-paragraph: লঙ্কাবাংলা ফাইন্যান্স : কোম্পানিটির বোর্ড সভা আগামী ২৪ অক্টোবরের বিকেল সাড়ে ৩টায় অনুষ্ঠিত হবে। সভায় ৩১ সেপ্টেম্বর, ২০২৪ পর্যন্ত কোম্পানিটির তৃতীয় প্রান্তিকের অনিরীক্ষিত আর্থিক প্রতিবেদন প্রকাশ করা হবে।: [692, 1053, 937, 1081]
article-paragraph: ৩. পিলখানা ও শাপলা চত্বরের গণহত্যার পৃথক বিচার কমিশন গঠন এবং বিডিআর বিদ্রোহের প্রকৃত তদন্ত রিপোর্ট প্রকাশ ও নির্দোষ জওয়ানদের মুক্তি দিতে হবে।: [8, 826, 230, 854]
article-paragraph: ১৪. রাজনৈতিক দল ও সব সামাজিক সংস্থার সঙ্গে আলাপ-আলোচনার ভিত্তিতে প্রয়োজনীয় এবং যুক্তিসংগত সময়ের মধ্যে কার্যকর সংস্কার সম্পন্ন করে নির্বাচনের রোডম্যাপ ঘোষণা করতে হবে।: [237, 175, 405, 212]
article-paragraph: ঘোষণা দিয়েছেন। ঢাকা স্টক এক্সচেঞ্জে সবচেয়ে বেশি লেনদেন হয়েছে আগা সিস্টেমসের। এদিন কোম্পানিটির ৫ কোটি ১৩ লাখ ৫ হাজার টাকার শেয়ার লেনদেন হয়েছে। আইসক্রিমের ২ কোটি ৪৭ লাখ ৫৪ হাজার টাকার শেয়ার লেনদেন হয়েছে।: [591, 928, 685, 1001]
article-paragraph: বেনো : আগস্ট মাসে কোম্পানিটিতে প্রাতিষ্ঠানিক বিনিয়োগ ছিল ২০.৭১ শতাংশ, যা সেপ্টেম্বর মাসে ০.০৩ শতাংশ বেড়ে দাঁড়িয়েছে ২০.৭৪ শতাংশে। একই সময়ে সাধারণ বিনিয়োগকারীদের শেয়ার ছিল ৬.৪১ শতাংশ, যা সেপ্টেম্বর মাসে ০.১১ শতাংশ বেড়ে দাঁড়িয়েছে ৬.৭০ শতাংশে। আগের সময়ে বিদেশি বিনিয়োগকারীদের শেয়ার ছিল ২১.৪১ শতাংশ, যা সেপ্টেম্বর মাসে ০.১৪ শতাংশ কমে দাঁড়িয়েছে ২১.২৭ শতাংশে।: [692, 1230, 937, 1276]
article-paragraph: অনুষ্ঠিত হবে। সভায় ৩০ জুন, ২০২৪ পর্যন্ত কোম্পানিটির সমাপ্ত অর্থবছরের নিরীক্ষিত আর্থিক প্রতিবেদন পর্যালোচনা করে সংশ্লিষ্ট বিনিয়োগকারীদের জন্য ডিভিডেন্ড ঘোষণা করা হবে। ইজেনারেশন : কোম্পানিটির বোর্ড সভা আগামী ২৪ অক্টোবর বিকাল ৪টায় অনুষ্ঠিত হবে। সভায় ৩০ জুন, ২০২৪ পর্যন্ত কোম্পানিটির সমাপ্ত অর্থবছরের নিরীক্ষিত আর্থিক প্রতিবেদন পর্যালোচনা করে সংশ্লিষ্ট বিনিয়োগকারীদের জন্য ডিভিডেন্ড ঘোষণা করা হবে।: [692, 917, 937, 972]
article-paragraph: আদেশে হাইকোর্ট বলেছেন, আদেশ পাওয়ার ছয় মাসের মধ্যে তদন্ত সম্পন্ন করে প্রতিবেদন দাখিল করতে হবে। ২০১২ সালের ১১ ফেব্রুয়ারি রাতে ঢাকার পশ্চিম রাজাবাজারের সাংবাদিক দম্পতি মাছরাঙা টেলিভিশনের বার্তা সম্পাদক সাগর সরওয়ার এবং এটিএন বাংলার জ্যেষ্ঠ প্রতিবেদক মেহেরুন রুনি তাদের ভাড়া বাসায় নির্মমভাবে খুন হন। পরদিন ভোরে তাদের ক্ষত-বিক্ষত মরদেহ উদ্ধার করা হয়। ওই বছরের ১২ ফেব্রুয়ারি রুনির ভাই নওশের আলী রোমান বাদী হয়ে শেরেবাংলা নগর থানায় হত্যা মামলা করেন। প্রথমে মামলার তদন্ত করে শেরেবাংলা নগর থানা পুলিশের একজন কর্মকর্তা। একই বছরের ১৬ ফেব্রুয়ারি: [412, 334, 584, 435]
article-paragraph: জামায়াতকে আবার জোটে আনতে চান কিনা এমন প্রশ্নের জবাবে জোটের মুখপাত্র শাহাদাত হোসেন সেলিম বলেন, আমরা ২০ দলীয় জোটের বাইরে। আমরা প্রায় ৪২টি রাজনৈতিক দল যুগপৎ আন্দোলন করেছি। এই আন্দোলনে জামায়াত কখনো ছিল, কখনো ছিল না।: [237, 211, 405, 257]
continuation-note: তৃতীয় পৃষ্ঠার পর: [789, 1126, 840, 1136]
continuation-note: শেষ পৃষ্ঠার পর: [96, 758, 142, 768]
article-paragraph: কর্মরত আছেন তাদের অপসারণ, জেলা প্রশাসক নিয়োগে নতুন ফিট লিস্ট এবং যেসব জেলা প্রশাসকের বিরুদ্ধে অভিযোগ উঠেছে তাদের নিয়োগ বাতিল, ফ্যাসিবাদের সময়ের চুক্তিভিত্তিক সব নিয়োগ বাতিল করতে হবে।: [8, 772, 230, 800]
article-paragraph: ৯. অবিলম্বে গণতদন্ত কমিশন গঠন করে জুলাই-আগস্টে সংঘটিত সব নৃশংসতার ঘটনা জাতির সামনে তুলে ধরা এবং প্রতিটি শহীদ পরিবারের পুনর্বাসন এবং আহত ও পঙ্গু ছাত্র-জনতার চিকিৎসা কার্যক্রমকে দ্রুতগতিতে অগ্রাধিকার দিতে হবে এবং সিভিল প্রশাসন ও সশস্ত্রবাহিনীর কর্মকর্তা ও সিপাহিদের মধ্যে যাদের অন্যায়ভাবে চাকরিচ্যুত করা হয়েছে তাদের কমিশনের মাধ্যমে তালিকাভুক্ত করে পুনর্বহাল করতে হবে।: [8, 1034, 230, 1090]
article-paragraph: নিরীহ কমিটির সদস্য হাবিবুর রশিদ হাবিব, বিএনপির ফরেন অ্যাফেয়ার্স কমিটির সদস্য ইঞ্জিনিয়ার ইশরাক হোসেন, স্বেচ্ছাসেবক দল নেতা ডা. জাহেদুল কবির জাহিদ, আরিফুর রহমান তুষার, যুবদল নেতা মেহবুব মাসুম শান্ত, ছাত্রদল নেতা তৌহিদুর রহমান আউয়াল প্রমুখ।: [237, 645, 405, 691]
